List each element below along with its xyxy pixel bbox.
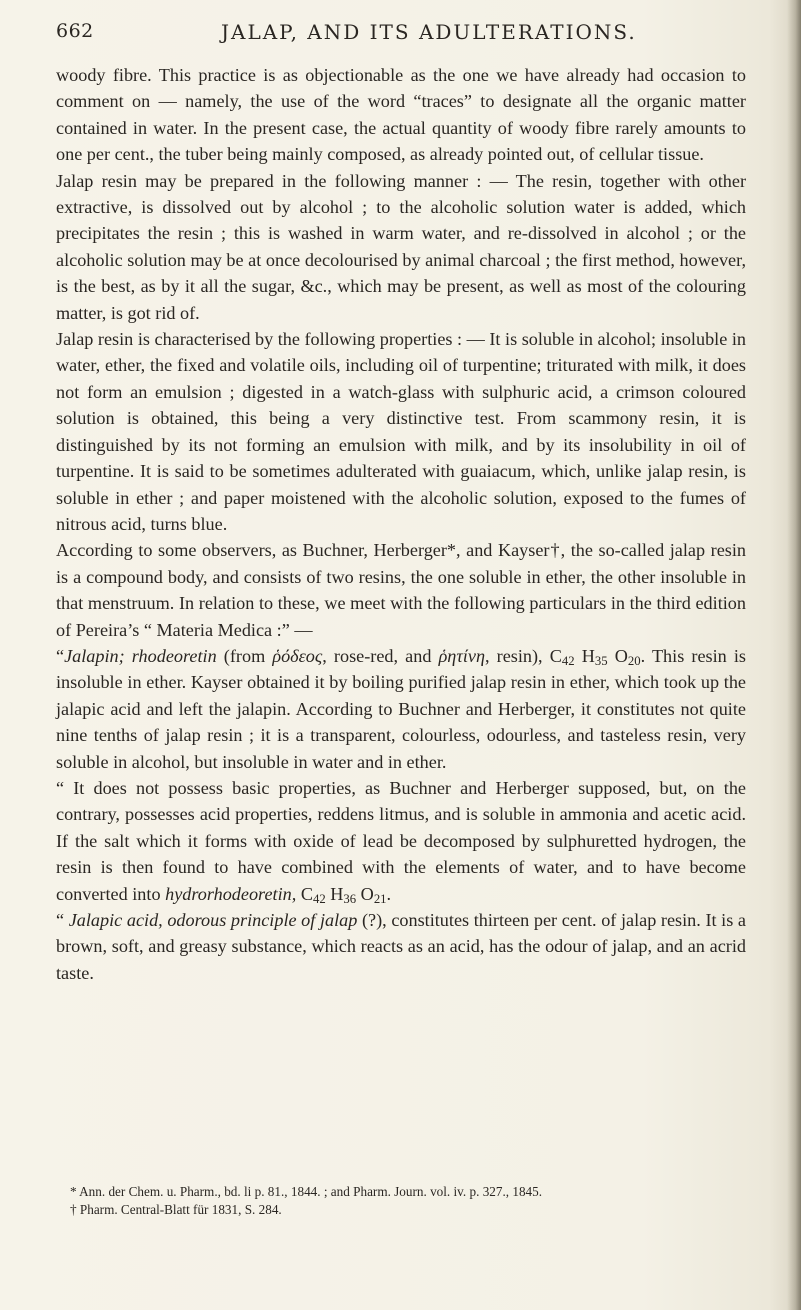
footnotes [70,1183,750,1219]
greek-rose: ῥόδεος [272,645,323,666]
text-segment: , resin), [484,645,550,666]
greek-resin: ῥητίνη [438,645,485,666]
formula-c-sub: 42 [561,654,575,669]
paragraph-3: Jalap resin is characterised by the following properties : — It is soluble in alcohol; insoluble in water, ether, the fixed and volatile oils, including oil of turpentine; triturated with milk, it does not form an emulsion ; digested in a watch-glass with sulphuric acid, a crimson coloured solution is obtained, this being a very distinctive test. From scammony resin, it is distinguished by its not forming an emulsion with milk, and by its insolubility in oil of turpentine. It is said to be sometimes adulterated with guaiacum, which, unlike jalap resin, is soluble in ether ; and paper moistened with the alcoholic solution, exposed to the fumes of nitrous acid, turns blue. [56,329,746,534]
text-segment: “ It does not possess basic properties, as Buchner and Herberger supposed, but, on the contrary, possesses acid properties, reddens litmus, and is soluble in ammonia and acetic acid. If the salt which it forms with oxide of lead be decomposed by sulphuretted hydrogen, the resin is then found to have combined with the elements of water, and to have become converted into [56,777,746,904]
page-binding-shadow [787,0,801,1310]
page-number: 662 [56,20,94,42]
formula-hydrorhodeoretin [296,884,386,904]
text-segment: , rose-red, and [322,645,439,666]
formula-jalapin [549,645,641,669]
term-jalapic-acid: Jalapic acid, odorous principle of jalap [68,910,358,930]
formula-o: O [356,883,374,904]
formula-h: H [574,645,595,666]
formula-o: O [607,645,628,666]
formula-o-sub: 20 [627,654,641,669]
formula-h: H [325,883,344,904]
open-quote: “ [56,645,65,666]
text-segment: (?), constitutes thirteen per cent. of jalap resin. It is a brown, soft, and greasy substance, which reacts as an acid, has the odour of jalap, and an acrid taste. [56,910,746,983]
paragraph-4: According to some observers, as Buchner, Herberger*, and Kayser†, the so-called jalap resin is a compound body, and consists of two resins, the one soluble in ether, the other insoluble in that menstruum. In relation to these, we meet with the following particulars in the third edition of Pereira’s “ Materia Medica :” — [56,540,746,640]
paragraph-2: Jalap resin may be prepared in the following manner : — The resin, together with other extractive, is dissolved out by alcohol ; to the alcoholic solution water is added, which precipitates the resin ; this is washed in warm water, and re-dissolved in alcohol ; or the alcoholic solution may be at once decolourised by animal charcoal ; the first method, however, is the best, as by it all the sugar, &c., which may be present, as well as most of the colouring matter, is got rid of. [56,170,746,323]
text-segment: (from [216,645,273,666]
footnote-2: † Pharm. Central-Blatt für 1831, S. 284. [70,1202,282,1217]
paragraph-5 [56,643,746,775]
formula-c: C [296,883,313,904]
paragraph-7 [56,907,746,986]
footnote-1: * Ann. der Chem. u. Pharm., bd. li p. 81., 1844. ; and Pharm. Journ. vol. iv. p. 327., 1845. [70,1184,543,1199]
paragraph-1: woody fibre. This practice is as objectionable as the one we have already had occasion to comment on — namely, the use of the word “traces” to designate all the organic matter contained in water. In the present case, the actual quantity of woody fibre rarely amounts to one per cent., the tuber being mainly composed, as already pointed out, of cellular tissue. [56,65,746,165]
open-quote: “ [56,910,69,930]
body-text [56,62,746,986]
formula-h-sub: 36 [343,891,357,906]
running-head: JALAP, AND ITS ADULTERATIONS. [221,20,637,44]
term-hydrorhodeoretin: hydrorhodeoretin, [165,883,297,904]
formula-h-sub: 35 [594,654,608,669]
formula-c-sub: 42 [312,891,326,906]
paragraph-6 [56,775,746,907]
term-jalapin: Jalapin; rhodeoretin [64,645,217,666]
text-segment: . [386,883,392,904]
formula-o-sub: 21 [373,891,387,906]
text-segment: . This resin is insoluble in ether. Kayser obtained it by boiling purified jalap resin in ether, which took up the jalapic acid and left the jalapin. According to Buchner and Herberger, it constitutes not quite nine tenths of jalap resin ; it is a transparent, colourless, odourless, and tasteless resin, very soluble in alcohol, but insoluble in water and in ether. [56,645,747,772]
formula-c: C [549,645,562,666]
page-header [56,20,746,50]
